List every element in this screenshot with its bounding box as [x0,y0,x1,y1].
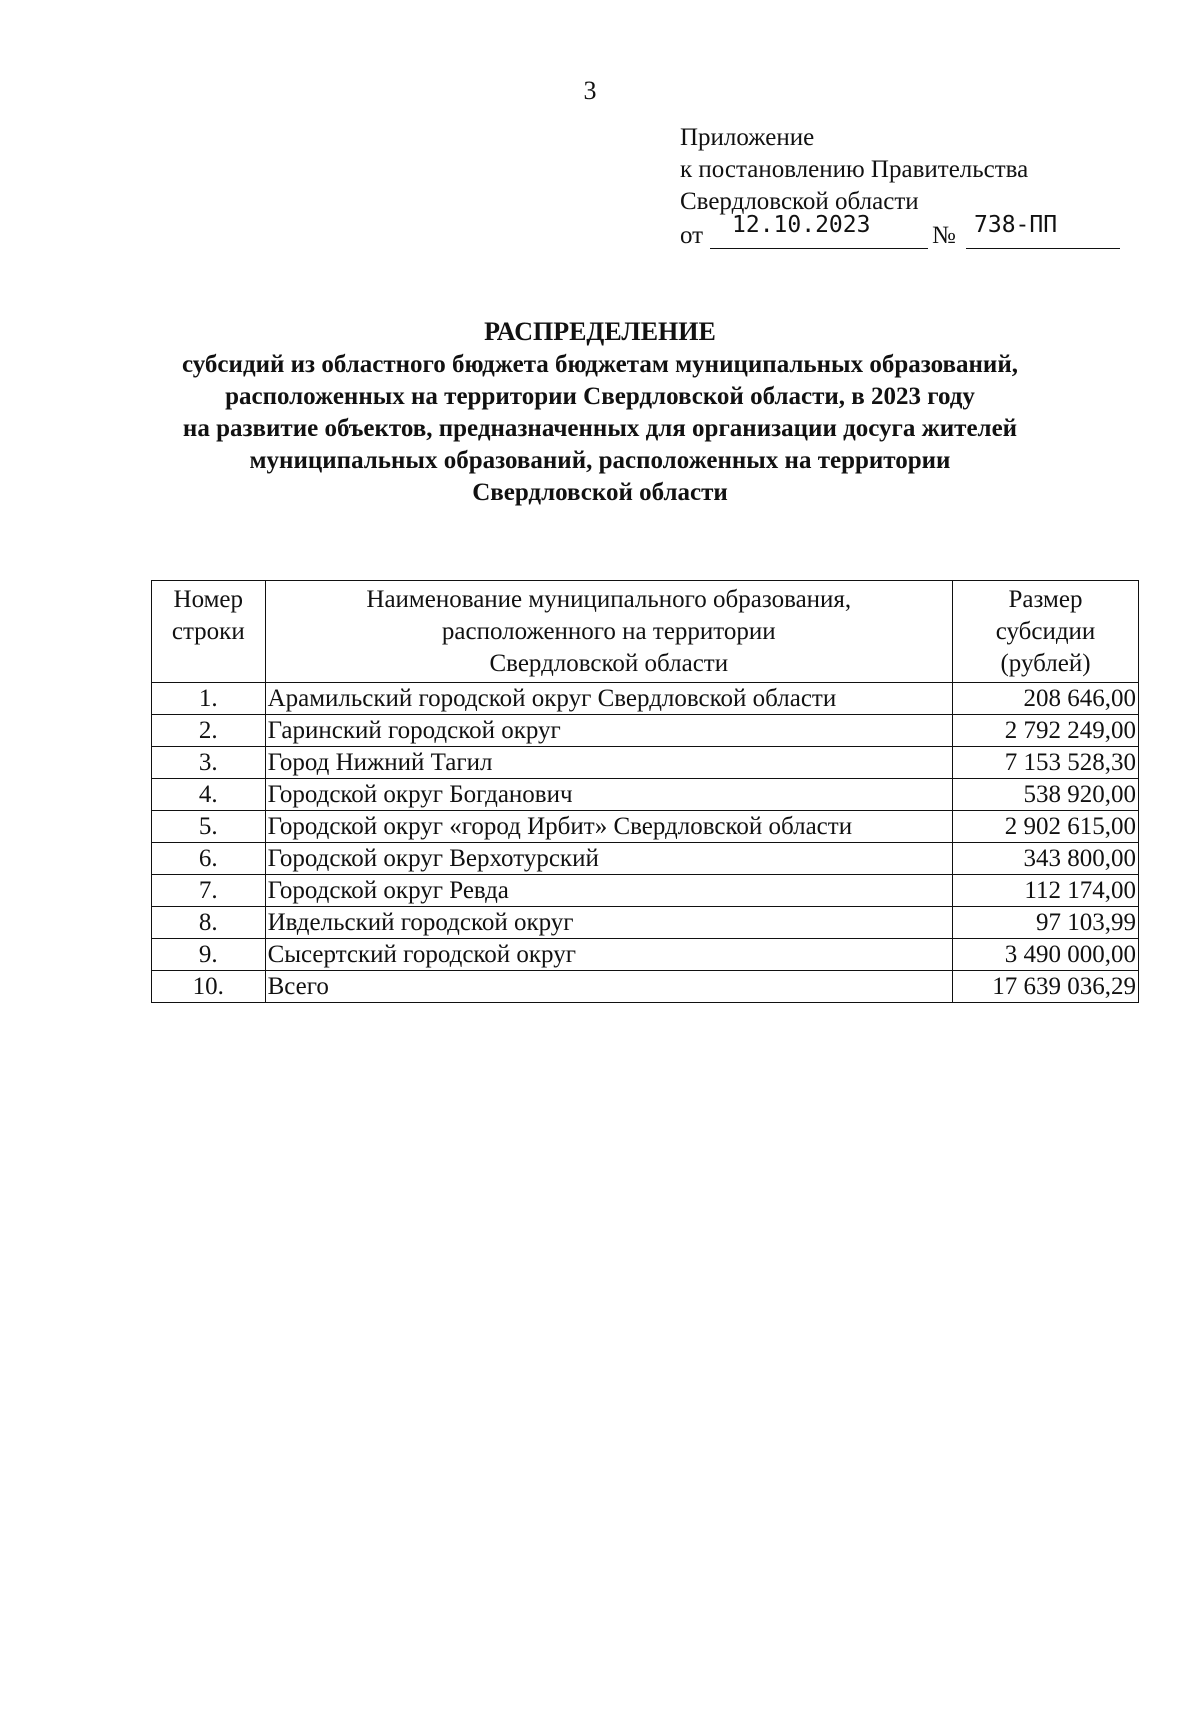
table-row [152,779,1139,811]
row-number: 2. [152,715,266,747]
header-row-number: Номер строки [152,581,266,683]
title-line: муниципальных образований, расположенных на территории [249,447,951,474]
header-subsidy-amount: Размер субсидии (рублей) [953,581,1139,683]
subsidy-amount: 3 490 000,00 [953,939,1139,971]
row-number: 5. [152,811,266,843]
appendix-line: Свердловской области [680,188,919,215]
municipality-name: Городской округ «город Ирбит» Свердловской области [265,811,952,843]
table-row [152,843,1139,875]
municipality-name: Всего [265,971,952,1003]
municipality-name: Городской округ Ревда [265,875,952,907]
subsidy-amount: 208 646,00 [953,683,1139,715]
table-row [152,875,1139,907]
decree-date-field [710,212,928,249]
title-line: Свердловской области [472,479,728,506]
municipality-name: Городской округ Верхотурский [265,843,952,875]
decree-date-prefix: от [680,222,704,249]
table-row [152,939,1139,971]
municipality-name: Сысертский городской округ [265,939,952,971]
row-number: 8. [152,907,266,939]
document-title [100,316,1100,509]
table-header-row [152,581,1139,683]
page-number: 3 [583,76,597,105]
decree-number-sign: № [932,222,956,249]
decree-reference [680,212,1120,252]
subsidy-amount: 2 902 615,00 [953,811,1139,843]
subsidy-table [151,580,1139,1003]
row-number: 10. [152,971,266,1003]
subsidy-amount: 343 800,00 [953,843,1139,875]
header-municipality-name: Наименование муниципального образования, расположенного на территории Свердловской области [265,581,952,683]
table-row-total [152,971,1139,1003]
row-number: 1. [152,683,266,715]
table-row [152,747,1139,779]
subsidy-amount: 7 153 528,30 [953,747,1139,779]
appendix-header [680,122,1028,218]
decree-number-field [966,212,1120,249]
decree-date: 12.10.2023 [732,212,871,238]
subsidy-amount: 112 174,00 [953,875,1139,907]
row-number: 6. [152,843,266,875]
row-number: 3. [152,747,266,779]
row-number: 9. [152,939,266,971]
appendix-line: к постановлению Правительства [680,156,1029,183]
table-row [152,907,1139,939]
title-line: субсидий из областного бюджета бюджетам муниципальных образований, [182,351,1018,378]
appendix-line: Приложение [680,124,815,151]
table-row [152,715,1139,747]
row-number: 7. [152,875,266,907]
table-row [152,683,1139,715]
title-line: расположенных на территории Свердловской области, в 2023 году [225,383,975,410]
subsidy-amount: 17 639 036,29 [953,971,1139,1003]
title-main: РАСПРЕДЕЛЕНИЕ [484,317,716,346]
subsidy-amount: 538 920,00 [953,779,1139,811]
row-number: 4. [152,779,266,811]
decree-number: 738-ПП [974,212,1058,238]
municipality-name: Гаринский городской округ [265,715,952,747]
municipality-name: Городской округ Богданович [265,779,952,811]
municipality-name: Ивдельский городской округ [265,907,952,939]
title-line: на развитие объектов, предназначенных для организации досуга жителей [182,415,1018,442]
municipality-name: Арамильский городской округ Свердловской области [265,683,952,715]
subsidy-amount: 97 103,99 [953,907,1139,939]
subsidy-amount: 2 792 249,00 [953,715,1139,747]
municipality-name: Город Нижний Тагил [265,747,952,779]
table-row [152,811,1139,843]
